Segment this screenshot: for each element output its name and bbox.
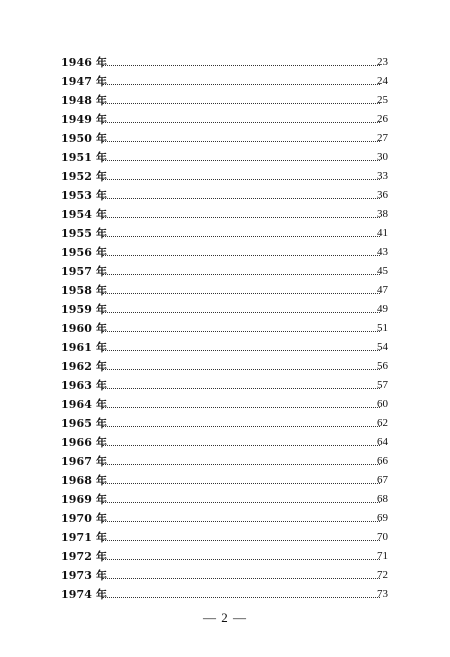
toc-entry-page: 30 — [377, 151, 388, 163]
toc-entry-label: 1971 年 — [61, 531, 108, 544]
toc-leader-dots — [102, 369, 380, 370]
table-of-contents — [0, 53, 450, 604]
toc-entry — [0, 547, 450, 566]
toc-leader-dots — [102, 502, 380, 503]
toc-entry-page: 60 — [377, 398, 388, 410]
toc-leader-dots — [102, 160, 380, 161]
toc-entry — [0, 300, 450, 319]
toc-leader-dots — [102, 521, 380, 522]
toc-entry — [0, 72, 450, 91]
toc-entry-label: 1952 年 — [61, 170, 108, 183]
toc-entry-label: 1963 年 — [61, 379, 108, 392]
toc-entry-page: 51 — [377, 322, 388, 334]
toc-leader-dots — [102, 274, 380, 275]
toc-leader-dots — [102, 198, 380, 199]
toc-entry-label: 1953 年 — [61, 189, 108, 202]
toc-leader-dots — [102, 464, 380, 465]
toc-entry-page: 70 — [377, 531, 388, 543]
toc-entry-label: 1947 年 — [61, 75, 108, 88]
toc-leader-dots — [102, 255, 380, 256]
toc-entry-page: 43 — [377, 246, 388, 258]
toc-entry-page: 25 — [377, 94, 388, 106]
toc-entry-label: 1974 年 — [61, 588, 108, 601]
toc-entry-page: 71 — [377, 550, 388, 562]
toc-entry-page: 68 — [377, 493, 388, 505]
toc-entry-page: 33 — [377, 170, 388, 182]
toc-entry-page: 23 — [377, 56, 388, 68]
toc-entry-page: 26 — [377, 113, 388, 125]
toc-entry — [0, 338, 450, 357]
toc-leader-dots — [102, 312, 380, 313]
toc-entry-label: 1965 年 — [61, 417, 108, 430]
toc-entry-page: 57 — [377, 379, 388, 391]
toc-leader-dots — [102, 331, 380, 332]
toc-entry-label: 1961 年 — [61, 341, 108, 354]
toc-leader-dots — [102, 597, 380, 598]
toc-leader-dots — [102, 179, 380, 180]
toc-leader-dots — [102, 84, 380, 85]
toc-leader-dots — [102, 559, 380, 560]
toc-leader-dots — [102, 407, 380, 408]
toc-entry-label: 1955 年 — [61, 227, 108, 240]
toc-leader-dots — [102, 122, 380, 123]
toc-entry-page: 72 — [377, 569, 388, 581]
toc-entry — [0, 224, 450, 243]
toc-entry-page: 41 — [377, 227, 388, 239]
toc-leader-dots — [102, 350, 380, 351]
toc-entry-label: 1949 年 — [61, 113, 108, 126]
toc-entry-label: 1956 年 — [61, 246, 108, 259]
toc-leader-dots — [102, 445, 380, 446]
toc-entry-page: 49 — [377, 303, 388, 315]
toc-entry — [0, 148, 450, 167]
toc-entry-label: 1959 年 — [61, 303, 108, 316]
toc-entry — [0, 186, 450, 205]
toc-entry-page: 45 — [377, 265, 388, 277]
toc-leader-dots — [102, 483, 380, 484]
toc-entry — [0, 509, 450, 528]
toc-entry-page: 36 — [377, 189, 388, 201]
toc-leader-dots — [102, 540, 380, 541]
toc-entry — [0, 129, 450, 148]
toc-entry-label: 1973 年 — [61, 569, 108, 582]
toc-entry — [0, 376, 450, 395]
toc-entry — [0, 566, 450, 585]
toc-entry-label: 1962 年 — [61, 360, 108, 373]
toc-leader-dots — [102, 103, 380, 104]
toc-entry — [0, 167, 450, 186]
toc-entry-label: 1946 年 — [61, 56, 108, 69]
toc-entry — [0, 243, 450, 262]
toc-entry-label: 1960 年 — [61, 322, 108, 335]
toc-entry-page: 38 — [377, 208, 388, 220]
toc-entry-label: 1967 年 — [61, 455, 108, 468]
toc-entry-page: 69 — [377, 512, 388, 524]
toc-entry-page: 56 — [377, 360, 388, 372]
toc-entry — [0, 395, 450, 414]
toc-entry — [0, 585, 450, 604]
toc-entry-page: 47 — [377, 284, 388, 296]
toc-entry — [0, 110, 450, 129]
toc-entry — [0, 205, 450, 224]
toc-entry-label: 1964 年 — [61, 398, 108, 411]
toc-entry — [0, 91, 450, 110]
toc-leader-dots — [102, 293, 380, 294]
toc-entry-label: 1972 年 — [61, 550, 108, 563]
toc-entry — [0, 490, 450, 509]
toc-entry-page: 54 — [377, 341, 388, 353]
toc-entry-page: 66 — [377, 455, 388, 467]
toc-entry-label: 1948 年 — [61, 94, 108, 107]
toc-entry-label: 1951 年 — [61, 151, 108, 164]
toc-entry-page: 64 — [377, 436, 388, 448]
toc-leader-dots — [102, 236, 380, 237]
toc-entry-label: 1970 年 — [61, 512, 108, 525]
toc-entry — [0, 281, 450, 300]
toc-leader-dots — [102, 578, 380, 579]
toc-leader-dots — [102, 141, 380, 142]
toc-entry-page: 67 — [377, 474, 388, 486]
toc-entry-page: 27 — [377, 132, 388, 144]
page-number: — 2 — — [203, 610, 247, 625]
toc-entry — [0, 528, 450, 547]
toc-entry — [0, 414, 450, 433]
toc-entry-label: 1966 年 — [61, 436, 108, 449]
toc-leader-dots — [102, 426, 380, 427]
toc-entry — [0, 357, 450, 376]
toc-entry-page: 24 — [377, 75, 388, 87]
toc-leader-dots — [102, 217, 380, 218]
toc-entry — [0, 319, 450, 338]
toc-entry-page: 62 — [377, 417, 388, 429]
toc-entry — [0, 452, 450, 471]
toc-leader-dots — [102, 65, 380, 66]
toc-entry — [0, 433, 450, 452]
toc-entry-label: 1957 年 — [61, 265, 108, 278]
toc-entry — [0, 262, 450, 281]
toc-entry-label: 1968 年 — [61, 474, 108, 487]
toc-entry-label: 1950 年 — [61, 132, 108, 145]
toc-entry-label: 1958 年 — [61, 284, 108, 297]
toc-entry — [0, 471, 450, 490]
toc-entry-label: 1954 年 — [61, 208, 108, 221]
toc-entry — [0, 53, 450, 72]
toc-entry-page: 73 — [377, 588, 388, 600]
toc-leader-dots — [102, 388, 380, 389]
toc-entry-label: 1969 年 — [61, 493, 108, 506]
